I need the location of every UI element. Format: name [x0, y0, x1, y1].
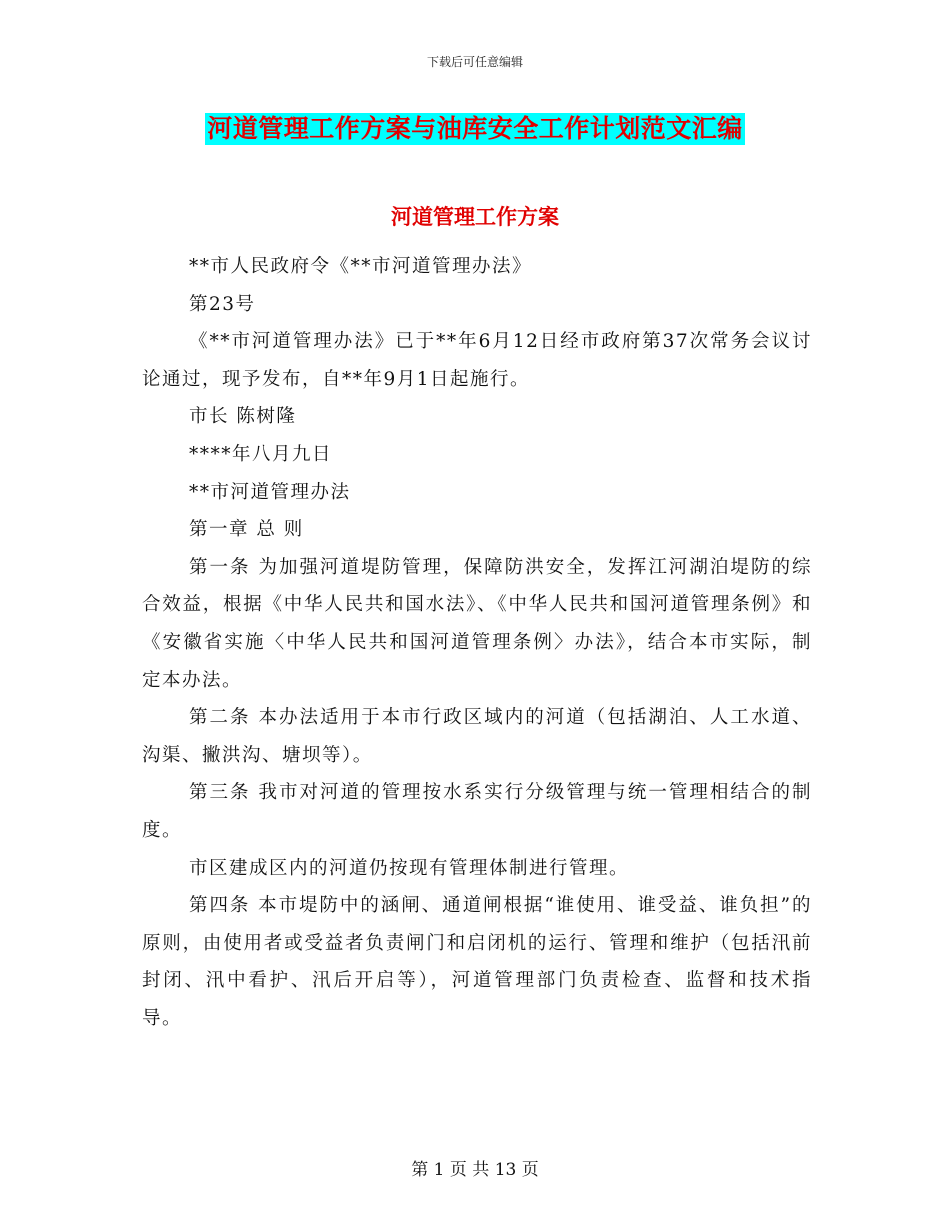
paragraph-urban-rivers: 市区建成区内的河道仍按现有管理体制进行管理。 — [189, 857, 630, 879]
document-title: 河道管理工作方案与油库安全工作计划范文汇编 — [207, 114, 743, 143]
paragraph-chapter-heading: 第一章 总 则 — [189, 519, 304, 541]
paragraph-article-1: 第一条 为加强河道堤防管理，保障防洪安全，发挥江河湖泊堤防的综合效益，根据《中华人民共和国水法》、《中华人民共和国河道管理条例》和《安徽省实施〈中华人民共和国河道管理条例〉办法》，结合本市实际，制定本办法。 — [142, 556, 812, 691]
paragraph-regulation-title: **市河道管理办法 — [189, 481, 351, 503]
section-title: 河道管理工作方案 — [391, 204, 559, 229]
document-body — [142, 248, 812, 1037]
paragraph-decree-number: 第23号 — [189, 293, 256, 315]
paragraph-decree-title: **市人民政府令《**市河道管理办法》 — [189, 256, 533, 277]
page-footer: 第 1 页 共 13 页 — [411, 1160, 539, 1180]
paragraph-article-3: 第三条 我市对河道的管理按水系实行分级管理与统一管理相结合的制度。 — [142, 782, 812, 841]
document-title-block — [0, 113, 950, 145]
paragraph-article-4: 第四条 本市堤防中的涵闸、通道闸根据“谁使用、谁受益、谁负担”的原则，由使用者或受益者负责闸门和启闭机的运行、管理和维护（包括汛前封闭、汛中看护、汛后开启等），河道管理部门负责检查、监督和技术指导。 — [142, 895, 812, 1029]
paragraph-article-2: 第二条 本办法适用于本市行政区域内的河道（包括湖泊、人工水道、沟渠、撇洪沟、塘坝等）。 — [142, 707, 812, 766]
paragraph-date: ****年八月九日 — [189, 443, 333, 465]
paragraph-announcement: 《**市河道管理办法》已于**年6月12日经市政府第37次常务会议讨论通过，现予发布，自**年9月1日起施行。 — [142, 331, 812, 390]
header-note: 下载后可任意编辑 — [426, 55, 523, 69]
paragraph-mayor: 市长 陈树隆 — [189, 406, 297, 428]
